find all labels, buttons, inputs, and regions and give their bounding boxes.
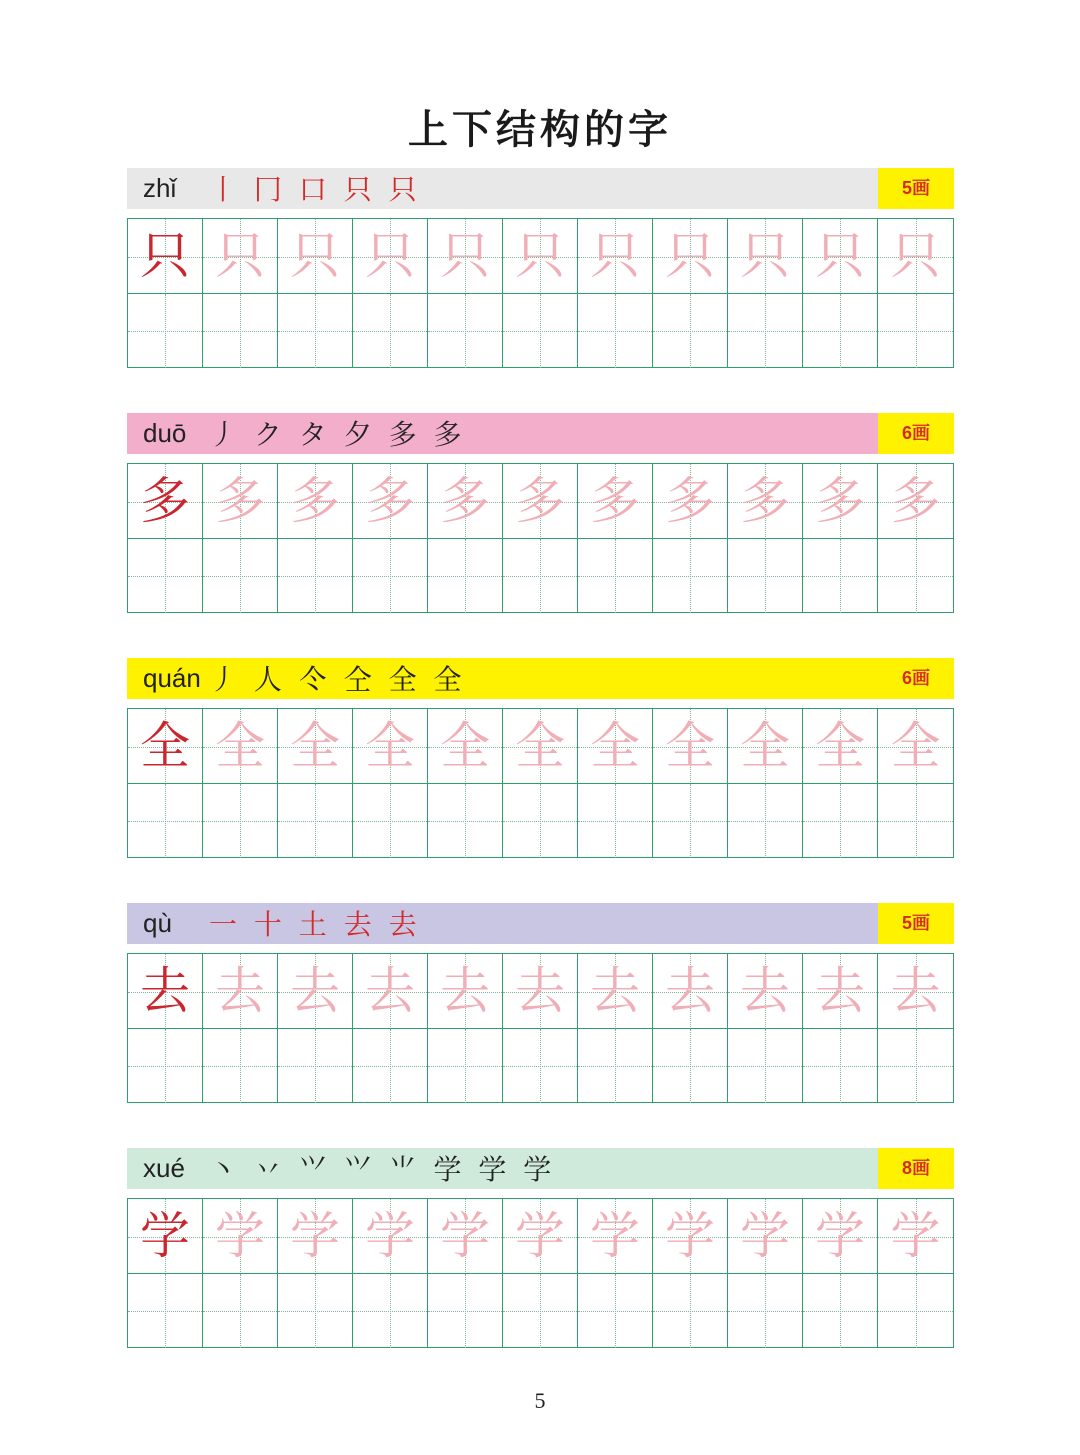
trace-character: 多 (215, 472, 265, 530)
trace-cell (203, 954, 278, 1029)
blank-practice-cell[interactable] (353, 538, 428, 613)
trace-cell (428, 1199, 503, 1274)
trace-cell (278, 1199, 353, 1274)
model-character: 去 (140, 962, 190, 1020)
stroke-count-badge: 6画 (878, 413, 954, 454)
trace-character: 多 (290, 472, 340, 530)
section-header-bar (127, 168, 954, 209)
stroke-order-sequence: 丶 丷 ⺍ 𭕄 ⺌ 学 学 学 (209, 1153, 556, 1186)
page-number: 5 (534, 1388, 546, 1413)
trace-character: 只 (665, 227, 715, 285)
blank-practice-cell[interactable] (803, 293, 878, 368)
blank-practice-cell[interactable] (578, 1028, 653, 1103)
writing-grid (127, 463, 954, 613)
trace-cell (428, 464, 503, 539)
character-section (127, 168, 954, 368)
trace-cell (578, 709, 653, 784)
trace-character: 去 (515, 962, 565, 1020)
stroke-order-sequence: 丿 人 仒 仝 全 全 (209, 663, 466, 696)
trace-cell (803, 464, 878, 539)
blank-practice-cell[interactable] (278, 1028, 353, 1103)
blank-practice-cell[interactable] (878, 1028, 953, 1103)
trace-character: 只 (440, 227, 490, 285)
trace-character: 只 (815, 227, 865, 285)
model-character: 学 (140, 1207, 190, 1265)
trace-character: 全 (590, 717, 640, 775)
section-header-bar (127, 413, 954, 454)
trace-character: 全 (290, 717, 340, 775)
trace-cell (203, 1199, 278, 1274)
blank-practice-cell[interactable] (503, 1028, 578, 1103)
blank-practice-cell[interactable] (128, 1028, 203, 1103)
page-title: 上下结构的字 (408, 106, 672, 153)
trace-character: 全 (890, 717, 941, 775)
trace-character: 多 (515, 472, 565, 530)
trace-character: 学 (440, 1207, 490, 1265)
trace-cell (728, 954, 803, 1029)
trace-character: 全 (440, 717, 490, 775)
blank-practice-cell[interactable] (203, 293, 278, 368)
trace-cell (503, 1199, 578, 1274)
blank-practice-cell[interactable] (353, 1028, 428, 1103)
trace-character: 多 (815, 472, 865, 530)
blank-practice-cell[interactable] (128, 293, 203, 368)
blank-practice-cell[interactable] (128, 1273, 203, 1348)
pinyin-label: duō (143, 418, 187, 448)
blank-practice-cell[interactable] (428, 1028, 503, 1103)
trace-cell (878, 709, 953, 784)
blank-practice-cell[interactable] (203, 538, 278, 613)
trace-cell (578, 464, 653, 539)
trace-cell (203, 709, 278, 784)
blank-practice-cell[interactable] (578, 1273, 653, 1348)
trace-cell (278, 954, 353, 1029)
trace-cell (503, 219, 578, 294)
writing-grid (127, 708, 954, 858)
trace-cell (503, 954, 578, 1029)
trace-character: 学 (515, 1207, 565, 1265)
character-section (127, 658, 954, 858)
blank-practice-cell[interactable] (278, 1273, 353, 1348)
model-character: 全 (140, 717, 190, 775)
blank-practice-cell[interactable] (653, 783, 728, 858)
trace-cell (203, 464, 278, 539)
blank-practice-cell[interactable] (653, 538, 728, 613)
character-section (127, 1148, 954, 1348)
blank-practice-cell[interactable] (503, 1273, 578, 1348)
blank-practice-cell[interactable] (428, 1273, 503, 1348)
blank-practice-cell[interactable] (503, 538, 578, 613)
blank-practice-cell[interactable] (578, 783, 653, 858)
trace-character: 去 (890, 962, 941, 1020)
trace-cell (278, 219, 353, 294)
character-section (127, 413, 954, 613)
writing-grid (127, 218, 954, 368)
blank-practice-cell[interactable] (278, 538, 353, 613)
trace-character: 只 (740, 227, 790, 285)
trace-cell (428, 709, 503, 784)
trace-character: 只 (365, 227, 415, 285)
trace-character: 学 (590, 1207, 640, 1265)
trace-character: 只 (890, 227, 941, 285)
pinyin-label: qù (143, 908, 172, 938)
trace-character: 去 (290, 962, 340, 1020)
stroke-order-sequence: 丨 冂 口 只 只 (209, 173, 421, 206)
blank-practice-cell[interactable] (503, 293, 578, 368)
section-header-bar (127, 1148, 954, 1189)
trace-cell (278, 464, 353, 539)
blank-practice-cell[interactable] (653, 1028, 728, 1103)
trace-character: 只 (215, 227, 265, 285)
trace-cell (578, 954, 653, 1029)
trace-cell (803, 709, 878, 784)
trace-character: 只 (515, 227, 565, 285)
trace-character: 多 (365, 472, 415, 530)
blank-practice-cell[interactable] (728, 293, 803, 368)
writing-grid (127, 953, 954, 1103)
trace-character: 去 (215, 962, 265, 1020)
character-section (127, 903, 954, 1103)
blank-practice-cell[interactable] (578, 538, 653, 613)
trace-character: 去 (440, 962, 490, 1020)
trace-character: 只 (290, 227, 340, 285)
stroke-order-sequence: 丿 ク タ 夕 多 多 (209, 418, 466, 451)
section-header-bar (127, 658, 954, 699)
trace-cell (353, 219, 428, 294)
trace-character: 学 (890, 1207, 941, 1265)
blank-practice-cell[interactable] (728, 1028, 803, 1103)
trace-character: 全 (515, 717, 565, 775)
blank-practice-cell[interactable] (353, 293, 428, 368)
blank-practice-cell[interactable] (353, 783, 428, 858)
trace-cell (353, 954, 428, 1029)
stroke-order-sequence: 一 十 土 去 去 (209, 908, 421, 941)
trace-cell (878, 464, 953, 539)
pinyin-label: xué (143, 1153, 185, 1183)
blank-practice-cell[interactable] (428, 783, 503, 858)
blank-practice-cell[interactable] (878, 538, 953, 613)
trace-character: 多 (890, 472, 941, 530)
trace-character: 学 (740, 1207, 790, 1265)
trace-character: 多 (440, 472, 490, 530)
trace-cell (278, 709, 353, 784)
trace-cell (878, 954, 953, 1029)
trace-cell (203, 219, 278, 294)
blank-practice-cell[interactable] (128, 538, 203, 613)
blank-practice-cell[interactable] (878, 783, 953, 858)
trace-cell (803, 1199, 878, 1274)
trace-cell (878, 219, 953, 294)
blank-practice-cell[interactable] (653, 293, 728, 368)
trace-character: 多 (590, 472, 640, 530)
blank-practice-cell[interactable] (203, 1028, 278, 1103)
model-character: 只 (140, 227, 190, 285)
blank-practice-cell[interactable] (503, 783, 578, 858)
trace-cell (653, 709, 728, 784)
trace-cell (728, 1199, 803, 1274)
trace-character: 全 (815, 717, 865, 775)
trace-character: 学 (665, 1207, 715, 1265)
blank-practice-cell[interactable] (803, 1028, 878, 1103)
blank-practice-cell[interactable] (278, 293, 353, 368)
writing-grid (127, 1198, 954, 1348)
blank-practice-cell[interactable] (203, 783, 278, 858)
model-character: 多 (140, 472, 190, 530)
blank-practice-cell[interactable] (878, 293, 953, 368)
blank-practice-cell[interactable] (428, 538, 503, 613)
stroke-count-badge: 5画 (878, 903, 954, 944)
trace-character: 去 (740, 962, 790, 1020)
stroke-count-badge: 5画 (878, 168, 954, 209)
blank-practice-cell[interactable] (878, 1273, 953, 1348)
trace-character: 学 (215, 1207, 265, 1265)
stroke-count-badge: 8画 (878, 1148, 954, 1189)
trace-cell (728, 219, 803, 294)
trace-character: 去 (365, 962, 415, 1020)
trace-cell (428, 219, 503, 294)
trace-cell (128, 1199, 203, 1274)
blank-practice-cell[interactable] (653, 1273, 728, 1348)
trace-cell (653, 464, 728, 539)
trace-character: 多 (740, 472, 790, 530)
pinyin-label: quán (143, 663, 201, 693)
trace-cell (578, 219, 653, 294)
trace-cell (578, 1199, 653, 1274)
trace-cell (503, 464, 578, 539)
trace-cell (128, 219, 203, 294)
trace-cell (728, 464, 803, 539)
trace-character: 全 (215, 717, 265, 775)
trace-character: 去 (665, 962, 715, 1020)
blank-practice-cell[interactable] (728, 783, 803, 858)
trace-cell (878, 1199, 953, 1274)
blank-practice-cell[interactable] (428, 293, 503, 368)
blank-practice-cell[interactable] (128, 783, 203, 858)
trace-cell (503, 709, 578, 784)
trace-cell (128, 954, 203, 1029)
trace-cell (128, 464, 203, 539)
trace-cell (353, 709, 428, 784)
blank-practice-cell[interactable] (803, 783, 878, 858)
trace-cell (428, 954, 503, 1029)
trace-character: 去 (815, 962, 865, 1020)
trace-cell (653, 1199, 728, 1274)
trace-cell (803, 954, 878, 1029)
section-header-bar (127, 903, 954, 944)
blank-practice-cell[interactable] (803, 1273, 878, 1348)
trace-character: 全 (365, 717, 415, 775)
trace-character: 去 (590, 962, 640, 1020)
trace-character: 多 (665, 472, 715, 530)
blank-practice-cell[interactable] (278, 783, 353, 858)
trace-character: 学 (290, 1207, 340, 1265)
trace-cell (728, 709, 803, 784)
trace-cell (353, 1199, 428, 1274)
trace-character: 学 (365, 1207, 415, 1265)
blank-practice-cell[interactable] (728, 538, 803, 613)
blank-practice-cell[interactable] (578, 293, 653, 368)
trace-cell (653, 954, 728, 1029)
pinyin-label: zhǐ (143, 173, 177, 203)
trace-cell (803, 219, 878, 294)
trace-cell (353, 464, 428, 539)
blank-practice-cell[interactable] (803, 538, 878, 613)
trace-cell (653, 219, 728, 294)
trace-character: 只 (590, 227, 640, 285)
trace-cell (128, 709, 203, 784)
blank-practice-cell[interactable] (353, 1273, 428, 1348)
stroke-count-badge: 6画 (878, 658, 954, 699)
trace-character: 全 (665, 717, 715, 775)
trace-character: 全 (740, 717, 790, 775)
trace-character: 学 (815, 1207, 865, 1265)
blank-practice-cell[interactable] (728, 1273, 803, 1348)
blank-practice-cell[interactable] (203, 1273, 278, 1348)
